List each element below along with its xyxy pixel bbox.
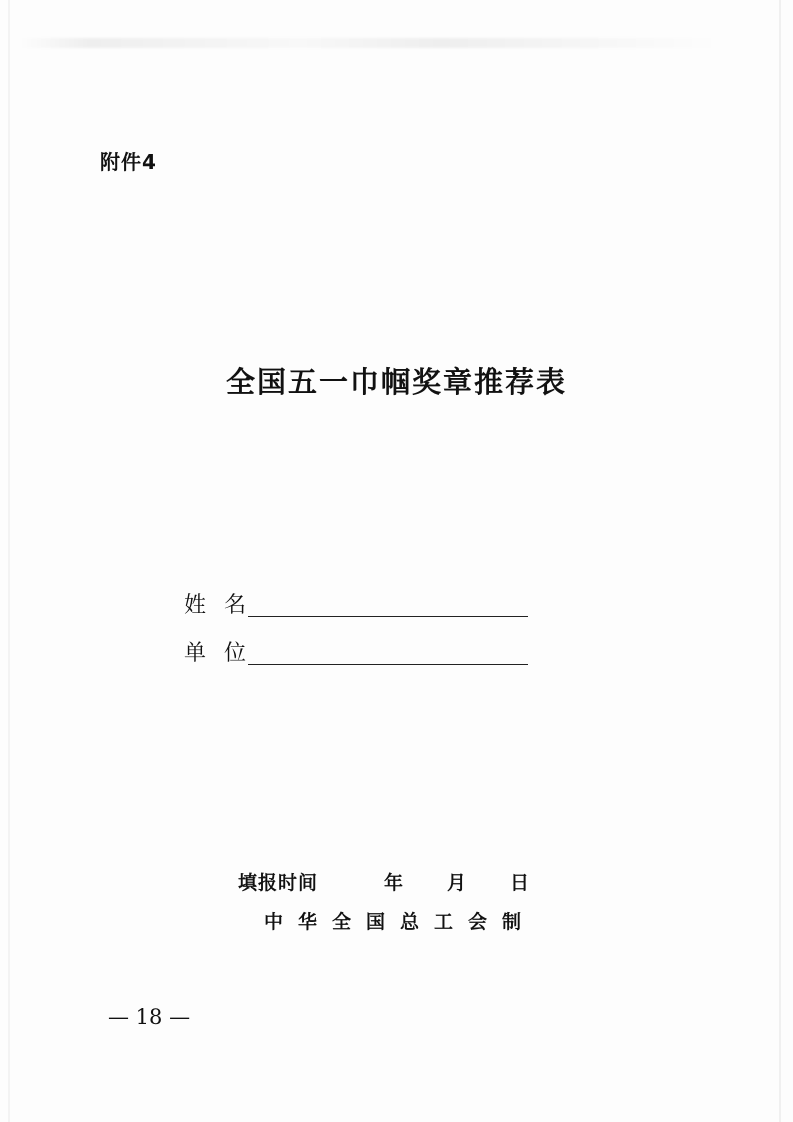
fill-date-label: 填报时间 xyxy=(238,872,319,894)
unit-field-row xyxy=(184,636,528,667)
issuing-organization: 中华全国总工会制 xyxy=(264,911,537,933)
scan-artifact-top xyxy=(20,38,720,48)
page-number: — 18 — xyxy=(108,1005,191,1029)
name-field-row xyxy=(184,588,528,619)
scan-artifact-left xyxy=(8,0,10,1122)
page-title: 全国五一巾帼奖章推荐表 xyxy=(225,365,567,399)
year-label: 年 xyxy=(384,872,404,894)
day-label: 日 xyxy=(510,872,530,894)
attachment-label: 附件4 xyxy=(100,150,157,174)
unit-label: 单位 xyxy=(184,641,265,666)
name-blank-line xyxy=(248,616,528,617)
unit-blank-line xyxy=(248,664,528,665)
scan-artifact-right xyxy=(779,0,781,1122)
name-label: 姓名 xyxy=(184,593,265,618)
month-label: 月 xyxy=(447,872,467,894)
